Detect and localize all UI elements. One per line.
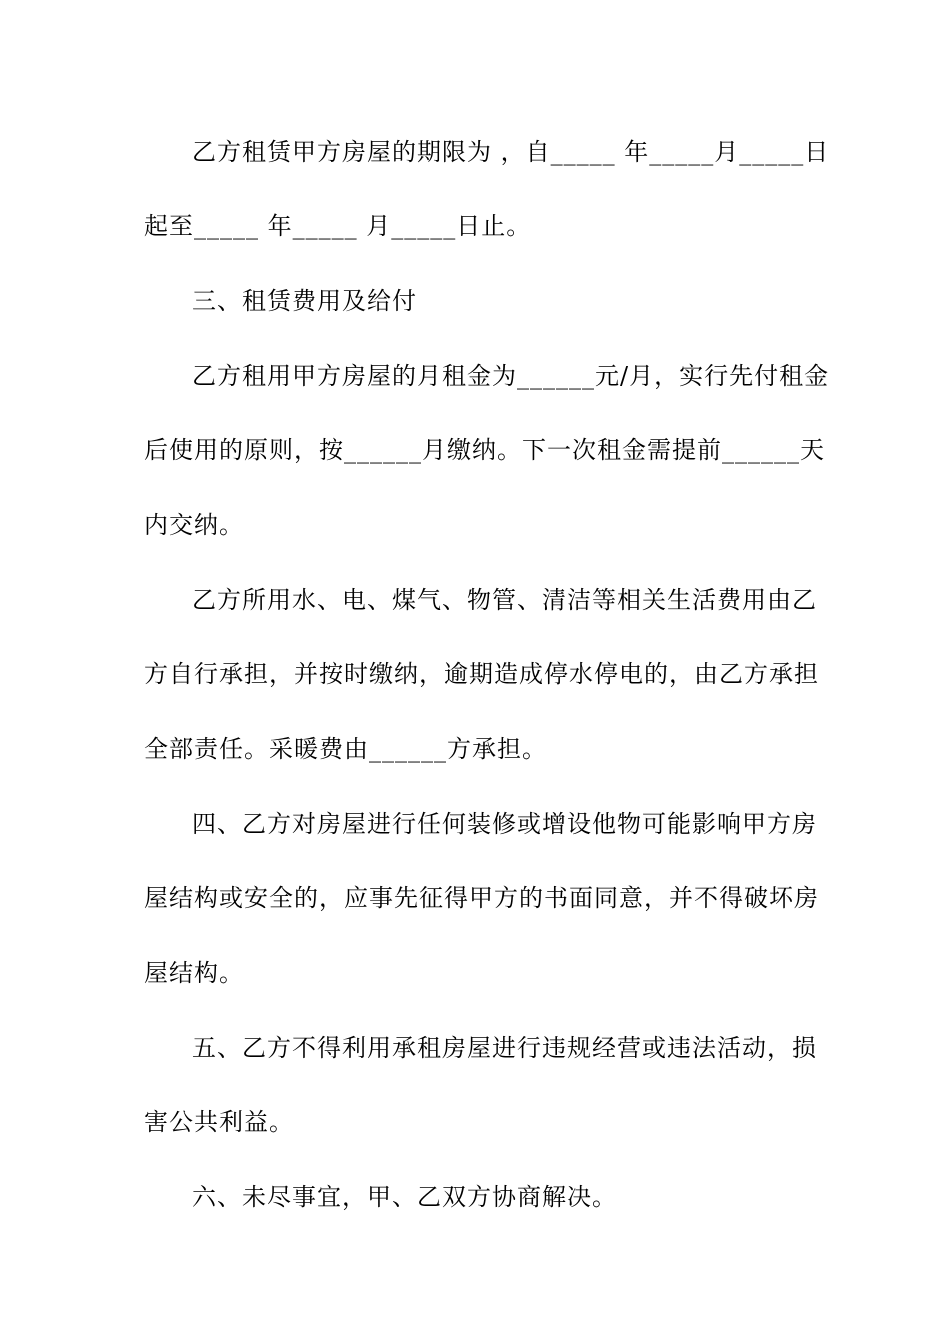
utilities-paragraph-line-2: 方自行承担，并按时缴纳，逾期造成停水停电的，由乙方承担 — [144, 660, 819, 688]
utilities-paragraph-line-3: 全部责任。采暖费由______方承担。 — [144, 735, 547, 763]
rent-paragraph-line-3: 内交纳。 — [144, 511, 244, 539]
clause-four-line-1: 四、乙方对房屋进行任何装修或增设他物可能影响甲方房 — [192, 810, 817, 838]
section-heading-rent: 三、租赁费用及给付 — [192, 287, 417, 315]
lease-term-line-1: 乙方租赁甲方房屋的期限为 ，自_____ 年_____月_____日 — [192, 138, 830, 166]
rent-paragraph-line-1: 乙方租用甲方房屋的月租金为______元/月，实行先付租金 — [192, 362, 830, 390]
clause-six-line: 六、未尽事宜，甲、乙双方协商解决。 — [192, 1183, 617, 1211]
utilities-paragraph-line-1: 乙方所用水、电、煤气、物管、清洁等相关生活费用由乙 — [192, 586, 817, 614]
lease-term-line-2: 起至_____ 年_____ 月_____日止。 — [144, 212, 532, 240]
clause-five-line-1: 五、乙方不得利用承租房屋进行违规经营或违法活动，损 — [192, 1034, 817, 1062]
clause-four-line-2: 屋结构或安全的，应事先征得甲方的书面同意，并不得破坏房 — [144, 884, 819, 912]
clause-four-line-3: 屋结构。 — [144, 959, 244, 987]
rent-paragraph-line-2: 后使用的原则，按______月缴纳。下一次租金需提前______天 — [144, 436, 825, 464]
clause-five-line-2: 害公共利益。 — [144, 1108, 294, 1136]
